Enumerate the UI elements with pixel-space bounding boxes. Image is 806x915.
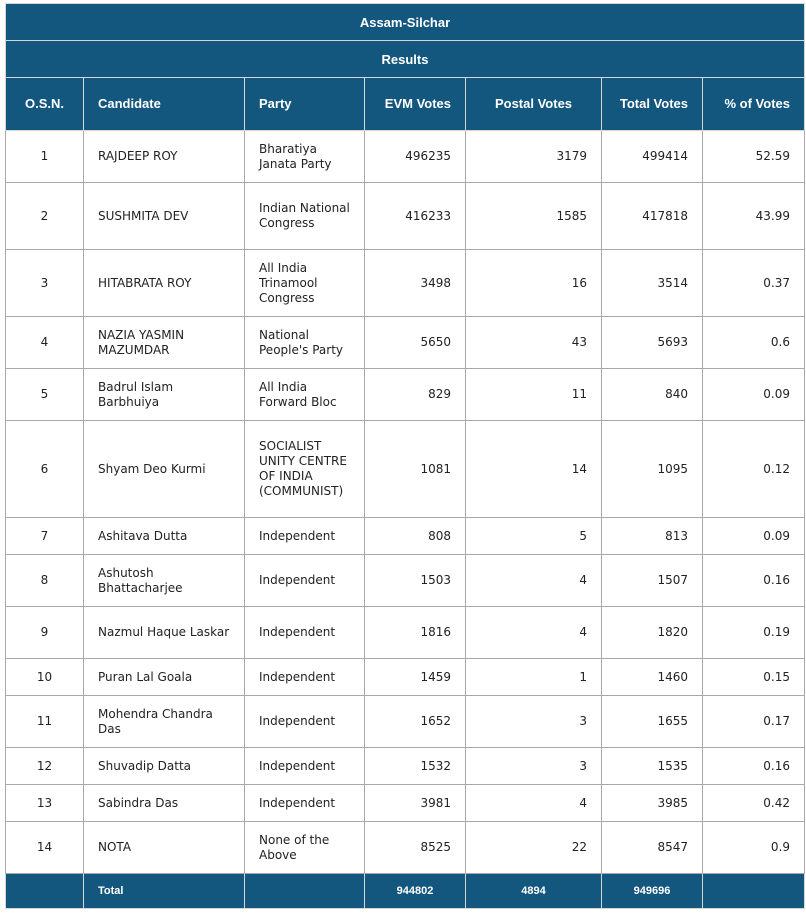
total-votes-cell: 417818 bbox=[602, 183, 703, 250]
total-label: Total bbox=[84, 874, 245, 909]
postal-votes-cell: 22 bbox=[466, 822, 602, 874]
evm-votes-cell: 1816 bbox=[365, 607, 466, 659]
postal-votes-cell: 43 bbox=[466, 317, 602, 369]
table-row bbox=[6, 696, 805, 748]
evm-votes-cell: 829 bbox=[365, 369, 466, 421]
table-row bbox=[6, 748, 805, 785]
evm-votes-cell: 8525 bbox=[365, 822, 466, 874]
candidate-cell: Shuvadip Datta bbox=[84, 748, 245, 785]
percent-votes-cell: 0.19 bbox=[703, 607, 805, 659]
total-osn-cell bbox=[6, 874, 84, 909]
party-cell: Independent bbox=[245, 748, 365, 785]
party-cell: Bharatiya Janata Party bbox=[245, 131, 365, 183]
results-table bbox=[5, 3, 805, 909]
postal-votes-cell: 4 bbox=[466, 785, 602, 822]
osn-cell: 13 bbox=[6, 785, 84, 822]
candidate-cell: Nazmul Haque Laskar bbox=[84, 607, 245, 659]
osn-cell: 3 bbox=[6, 250, 84, 317]
postal-votes-cell: 16 bbox=[466, 250, 602, 317]
osn-cell: 9 bbox=[6, 607, 84, 659]
total-percent-cell bbox=[703, 874, 805, 909]
percent-votes-cell: 0.16 bbox=[703, 555, 805, 607]
postal-votes-cell: 5 bbox=[466, 518, 602, 555]
total-votes-cell: 1460 bbox=[602, 659, 703, 696]
column-header-row bbox=[6, 78, 805, 131]
total-votes-cell: 1507 bbox=[602, 555, 703, 607]
candidate-cell: SUSHMITA DEV bbox=[84, 183, 245, 250]
percent-votes-cell: 0.9 bbox=[703, 822, 805, 874]
party-cell: All India Trinamool Congress bbox=[245, 250, 365, 317]
total-votes-cell: 813 bbox=[602, 518, 703, 555]
percent-votes-cell: 0.16 bbox=[703, 748, 805, 785]
constituency-title: Assam-Silchar bbox=[6, 4, 805, 41]
candidate-cell: Badrul Islam Barbhuiya bbox=[84, 369, 245, 421]
results-body bbox=[6, 131, 805, 874]
column-header-evm-votes: EVM Votes bbox=[365, 78, 466, 131]
percent-votes-cell: 0.12 bbox=[703, 421, 805, 518]
party-cell: SOCIALIST UNITY CENTRE OF INDIA (COMMUNIST) bbox=[245, 421, 365, 518]
evm-votes-cell: 1652 bbox=[365, 696, 466, 748]
percent-votes-cell: 0.17 bbox=[703, 696, 805, 748]
party-cell: Indian National Congress bbox=[245, 183, 365, 250]
subtitle-row bbox=[6, 41, 805, 78]
percent-votes-cell: 0.37 bbox=[703, 250, 805, 317]
osn-cell: 2 bbox=[6, 183, 84, 250]
evm-votes-cell: 5650 bbox=[365, 317, 466, 369]
total-party-cell bbox=[245, 874, 365, 909]
total-votes-cell: 1820 bbox=[602, 607, 703, 659]
evm-votes-cell: 1503 bbox=[365, 555, 466, 607]
postal-votes-cell: 1 bbox=[466, 659, 602, 696]
evm-votes-cell: 416233 bbox=[365, 183, 466, 250]
candidate-cell: Puran Lal Goala bbox=[84, 659, 245, 696]
candidate-cell: RAJDEEP ROY bbox=[84, 131, 245, 183]
table-row bbox=[6, 659, 805, 696]
total-votes-cell: 1095 bbox=[602, 421, 703, 518]
postal-votes-cell: 3179 bbox=[466, 131, 602, 183]
table-row bbox=[6, 822, 805, 874]
table-row bbox=[6, 607, 805, 659]
osn-cell: 10 bbox=[6, 659, 84, 696]
column-header-percent-votes: % of Votes bbox=[703, 78, 805, 131]
total-postal-votes: 4894 bbox=[466, 874, 602, 909]
party-cell: Independent bbox=[245, 555, 365, 607]
percent-votes-cell: 52.59 bbox=[703, 131, 805, 183]
table-row bbox=[6, 369, 805, 421]
postal-votes-cell: 3 bbox=[466, 748, 602, 785]
candidate-cell: Shyam Deo Kurmi bbox=[84, 421, 245, 518]
results-subtitle: Results bbox=[6, 41, 805, 78]
candidate-cell: Sabindra Das bbox=[84, 785, 245, 822]
column-header-osn: O.S.N. bbox=[6, 78, 84, 131]
postal-votes-cell: 4 bbox=[466, 607, 602, 659]
percent-votes-cell: 0.09 bbox=[703, 518, 805, 555]
candidate-cell: HITABRATA ROY bbox=[84, 250, 245, 317]
evm-votes-cell: 3498 bbox=[365, 250, 466, 317]
candidate-cell: Ashutosh Bhattacharjee bbox=[84, 555, 245, 607]
table-row bbox=[6, 250, 805, 317]
table-row bbox=[6, 131, 805, 183]
evm-votes-cell: 1459 bbox=[365, 659, 466, 696]
total-evm-votes: 944802 bbox=[365, 874, 466, 909]
column-header-postal-votes: Postal Votes bbox=[466, 78, 602, 131]
total-votes-cell: 3514 bbox=[602, 250, 703, 317]
total-votes-cell: 1535 bbox=[602, 748, 703, 785]
party-cell: Independent bbox=[245, 518, 365, 555]
party-cell: Independent bbox=[245, 659, 365, 696]
candidate-cell: NOTA bbox=[84, 822, 245, 874]
osn-cell: 8 bbox=[6, 555, 84, 607]
party-cell: Independent bbox=[245, 785, 365, 822]
candidate-cell: NAZIA YASMIN MAZUMDAR bbox=[84, 317, 245, 369]
table-row bbox=[6, 555, 805, 607]
osn-cell: 5 bbox=[6, 369, 84, 421]
column-header-candidate: Candidate bbox=[84, 78, 245, 131]
evm-votes-cell: 1081 bbox=[365, 421, 466, 518]
total-votes-cell: 3985 bbox=[602, 785, 703, 822]
evm-votes-cell: 1532 bbox=[365, 748, 466, 785]
party-cell: None of the Above bbox=[245, 822, 365, 874]
table-row bbox=[6, 183, 805, 250]
osn-cell: 7 bbox=[6, 518, 84, 555]
table-row bbox=[6, 785, 805, 822]
total-row bbox=[6, 874, 805, 909]
evm-votes-cell: 808 bbox=[365, 518, 466, 555]
percent-votes-cell: 43.99 bbox=[703, 183, 805, 250]
percent-votes-cell: 0.15 bbox=[703, 659, 805, 696]
postal-votes-cell: 3 bbox=[466, 696, 602, 748]
party-cell: Independent bbox=[245, 696, 365, 748]
total-votes-cell: 1655 bbox=[602, 696, 703, 748]
table-row bbox=[6, 518, 805, 555]
osn-cell: 14 bbox=[6, 822, 84, 874]
column-header-total-votes: Total Votes bbox=[602, 78, 703, 131]
postal-votes-cell: 1585 bbox=[466, 183, 602, 250]
column-header-party: Party bbox=[245, 78, 365, 131]
evm-votes-cell: 496235 bbox=[365, 131, 466, 183]
total-total-votes: 949696 bbox=[602, 874, 703, 909]
osn-cell: 4 bbox=[6, 317, 84, 369]
party-cell: All India Forward Bloc bbox=[245, 369, 365, 421]
postal-votes-cell: 14 bbox=[466, 421, 602, 518]
osn-cell: 1 bbox=[6, 131, 84, 183]
total-votes-cell: 840 bbox=[602, 369, 703, 421]
table-row bbox=[6, 317, 805, 369]
party-cell: Independent bbox=[245, 607, 365, 659]
title-row bbox=[6, 4, 805, 41]
percent-votes-cell: 0.09 bbox=[703, 369, 805, 421]
percent-votes-cell: 0.42 bbox=[703, 785, 805, 822]
table-row bbox=[6, 421, 805, 518]
osn-cell: 6 bbox=[6, 421, 84, 518]
postal-votes-cell: 4 bbox=[466, 555, 602, 607]
percent-votes-cell: 0.6 bbox=[703, 317, 805, 369]
osn-cell: 12 bbox=[6, 748, 84, 785]
candidate-cell: Ashitava Dutta bbox=[84, 518, 245, 555]
candidate-cell: Mohendra Chandra Das bbox=[84, 696, 245, 748]
results-panel bbox=[5, 3, 804, 909]
evm-votes-cell: 3981 bbox=[365, 785, 466, 822]
total-votes-cell: 499414 bbox=[602, 131, 703, 183]
party-cell: National People's Party bbox=[245, 317, 365, 369]
osn-cell: 11 bbox=[6, 696, 84, 748]
postal-votes-cell: 11 bbox=[466, 369, 602, 421]
total-votes-cell: 8547 bbox=[602, 822, 703, 874]
total-votes-cell: 5693 bbox=[602, 317, 703, 369]
